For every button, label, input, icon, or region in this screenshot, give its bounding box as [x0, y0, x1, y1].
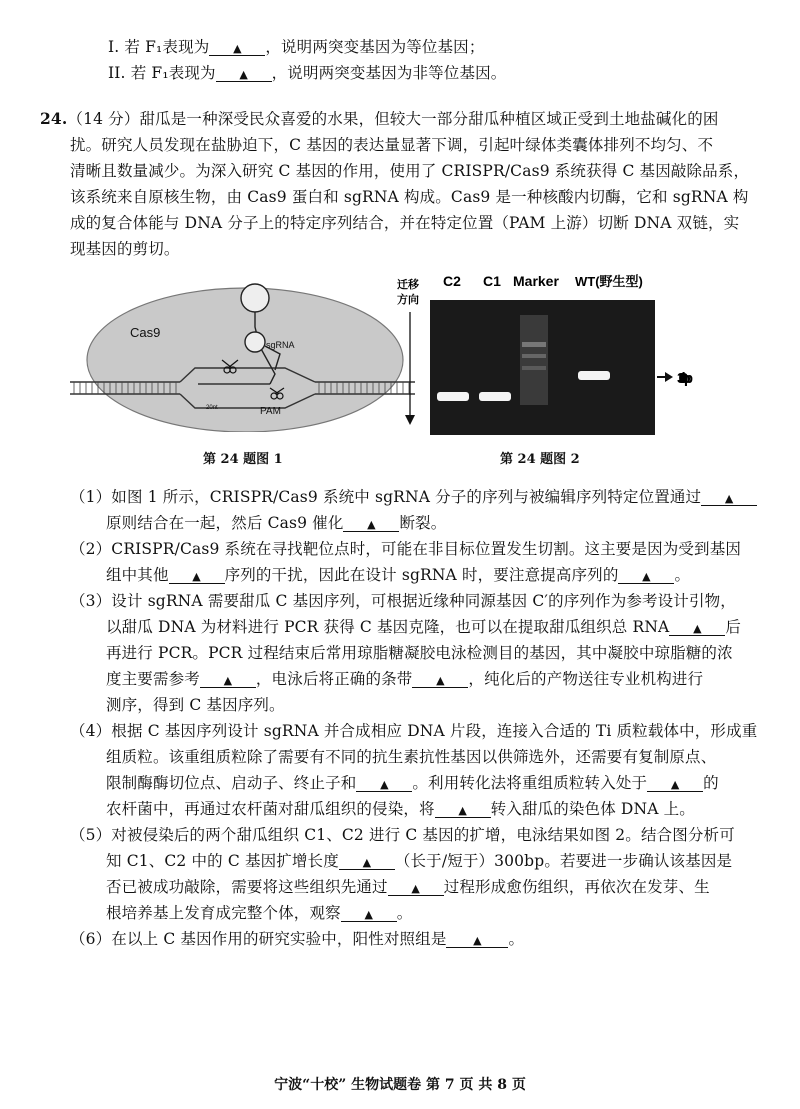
top-line-2	[108, 64, 506, 83]
question-score: （14 分）	[67, 110, 140, 128]
text: 断裂。	[399, 514, 447, 532]
lane-label-marker: Marker	[513, 273, 559, 289]
direction-label: 迁移	[397, 278, 419, 291]
question-number: 24.	[40, 109, 68, 128]
text: 序列的干扰，因此在设计 sgRNA 时，要注意提高序列的	[224, 566, 619, 584]
q24-intro-line: 现基因的剪切。	[70, 240, 180, 258]
label-sgrna: sgRNA	[266, 340, 295, 350]
band-c2	[437, 392, 469, 401]
text: 原则结合在一起，然后 Cas9 催化	[106, 514, 344, 532]
text: 限制酶酶切位点、启动子、终止子和	[106, 774, 357, 792]
question-3-line	[106, 670, 703, 689]
text: 。	[508, 930, 525, 948]
text: 甜瓜是一种深受民众喜爱的水果，但较大一部分甜瓜种植区域正受到土地盐碱化的困	[139, 110, 719, 128]
q24-intro-line: 扰。研究人员发现在盐胁迫下，C 基因的表达量显著下调，引起叶绿体类囊体排列不均匀、不	[70, 136, 714, 154]
text: 。	[674, 566, 691, 584]
label-cas9: Cas9	[130, 325, 161, 340]
answer-blank[interactable]: ▲	[169, 571, 225, 584]
size-arrowhead	[665, 372, 673, 382]
text: 根培养基上发育成完整个体，观察	[106, 904, 341, 922]
question-5-line: （5）对被侵染后的两个甜瓜组织 C1、C2 进行 C 基因的扩增，电泳结果如图 2。结合图分析可	[70, 826, 735, 844]
lane-label-c2: C2	[443, 273, 461, 289]
question-3-line: 测序，得到 C 基因序列。	[106, 696, 285, 714]
answer-blank[interactable]: ▲	[669, 623, 725, 636]
answer-blank[interactable]: ▲	[412, 675, 468, 688]
page-footer: 宁波“十校” 生物试题卷 第 7 页 共 8 页	[274, 1077, 526, 1093]
question-5-line	[106, 878, 710, 897]
question-4-line: 组质粒。该重组质粒除了需要有不同的抗生素抗性基因以供筛选外，还需要有复制原点、	[106, 748, 717, 766]
answer-blank[interactable]: ▲	[446, 935, 508, 948]
q24-intro-line: 该系统来自原核生物，由 Cas9 蛋白和 sgRNA 构成。Cas9 是一种核酸内切酶，它和 sgRNA 构	[70, 188, 749, 206]
text: 农杆菌中，再通过农杆菌对甜瓜组织的侵染，将	[106, 800, 435, 818]
text: 。利用转化法将重组质粒转入处于	[412, 774, 648, 792]
question-3-line: 再进行 PCR。PCR 过程结束后常用琼脂糖凝胶电泳检测目的基因，其中凝胶中琼脂糖的浓	[106, 644, 733, 662]
answer-blank[interactable]: ▲	[216, 69, 272, 82]
answer-blank[interactable]: ▲	[339, 857, 395, 870]
answer-blank[interactable]: ▲	[200, 675, 256, 688]
marker-band	[522, 342, 546, 347]
marker-band	[522, 366, 546, 370]
text: 后	[725, 618, 742, 636]
text: II. 若 F₁表现为	[108, 64, 216, 82]
marker-band	[522, 354, 546, 358]
question-1-line	[106, 514, 446, 533]
text: 知 C1、C2 中的 C 基因扩增长度	[106, 852, 339, 870]
text: （1）如图 1 所示，CRISPR/Cas9 系统中 sgRNA 分子的序列与被编辑序列特定位置通过	[70, 488, 702, 506]
text: 过程形成愈伤组织，再依次在发芽、生	[443, 878, 710, 896]
text: ，纯化后的产物送往专业机构进行	[468, 670, 704, 688]
lane-label-c1: C1	[483, 273, 501, 289]
answer-blank[interactable]: ▲	[435, 805, 491, 818]
size-label: 300bp	[677, 370, 693, 387]
figure-1-caption: 第 24 题图 1	[203, 452, 283, 467]
direction-label: 方向	[397, 293, 419, 306]
question-3-line	[106, 618, 741, 637]
band-wt	[578, 371, 610, 380]
text: 。	[396, 904, 413, 922]
band-c1	[479, 392, 511, 401]
question-2-line: （2）CRISPR/Cas9 系统在寻找靶位点时，可能在非目标位置发生切割。这主要是因为受到基因	[70, 540, 742, 558]
question-4-line: （4）根据 C 基因序列设计 sgRNA 并合成相应 DNA 片段，连接入合适的 Ti 质粒载体中，形成重	[70, 722, 758, 740]
text: 以甜瓜 DNA 为材料进行 PCR 获得 C 基因克隆，也可以在提取甜瓜组织总 RNA	[106, 618, 670, 636]
text: ，电泳后将正确的条带	[255, 670, 413, 688]
question-4-line	[106, 800, 695, 819]
text: I. 若 F₁表现为	[108, 38, 210, 56]
answer-blank[interactable]: ▲	[618, 571, 674, 584]
cas9-protein-ellipse	[87, 288, 403, 432]
answer-blank[interactable]: ▲	[701, 493, 757, 506]
top-line-1	[108, 38, 484, 57]
text: 度主要需参考	[106, 670, 200, 688]
label-pam: PAM	[260, 406, 281, 417]
text: 转入甜瓜的染色体 DNA 上。	[490, 800, 695, 818]
text: ，说明两突变基因为非等位基因。	[271, 64, 507, 82]
question-5-line	[106, 852, 732, 871]
figure-2-gel-electrophoresis	[395, 270, 695, 440]
question-2-line	[106, 566, 690, 585]
figure-1-crispr-diagram	[70, 282, 415, 432]
text: 否已被成功敲除，需要将这些组织先通过	[106, 878, 388, 896]
direction-arrowhead	[405, 415, 415, 425]
answer-blank[interactable]: ▲	[341, 909, 397, 922]
marker-smear	[520, 315, 548, 405]
label-20nt: 20nt	[206, 405, 218, 411]
text: （6）在以上 C 基因作用的研究实验中，阳性对照组是	[70, 930, 447, 948]
text: ，说明两突变基因为等位基因；	[265, 38, 485, 56]
figure-2-caption: 第 24 题图 2	[500, 452, 580, 467]
answer-blank[interactable]: ▲	[356, 779, 412, 792]
q24-intro-line: 成的复合体能与 DNA 分子上的特定序列结合，并在特定位置（PAM 上游）切断 DNA 双链，实	[70, 214, 740, 232]
answer-blank[interactable]: ▲	[647, 779, 703, 792]
question-1-line	[70, 488, 757, 507]
answer-blank[interactable]: ▲	[343, 519, 399, 532]
text: 的	[703, 774, 719, 792]
question-4-line	[106, 774, 719, 793]
text: （长于/短于）300bp。若要进一步确认该基因是	[394, 852, 733, 870]
q24-intro-line	[40, 110, 719, 129]
question-3-line: （3）设计 sgRNA 需要甜瓜 C 基因序列，可根据近缘种同源基因 C′的序列作为参考设计引物，	[70, 592, 736, 610]
answer-blank[interactable]: ▲	[388, 883, 444, 896]
question-5-line	[106, 904, 412, 923]
lane-label-wt: WT(野生型)	[575, 274, 643, 289]
question-6-line	[70, 930, 524, 949]
q24-intro-line: 清晰且数量减少。为深入研究 C 基因的作用，使用了 CRISPR/Cas9 系统获得 C 基因敲除品系，	[70, 162, 750, 180]
text: 组中其他	[106, 566, 169, 584]
answer-blank[interactable]: ▲	[209, 43, 265, 56]
